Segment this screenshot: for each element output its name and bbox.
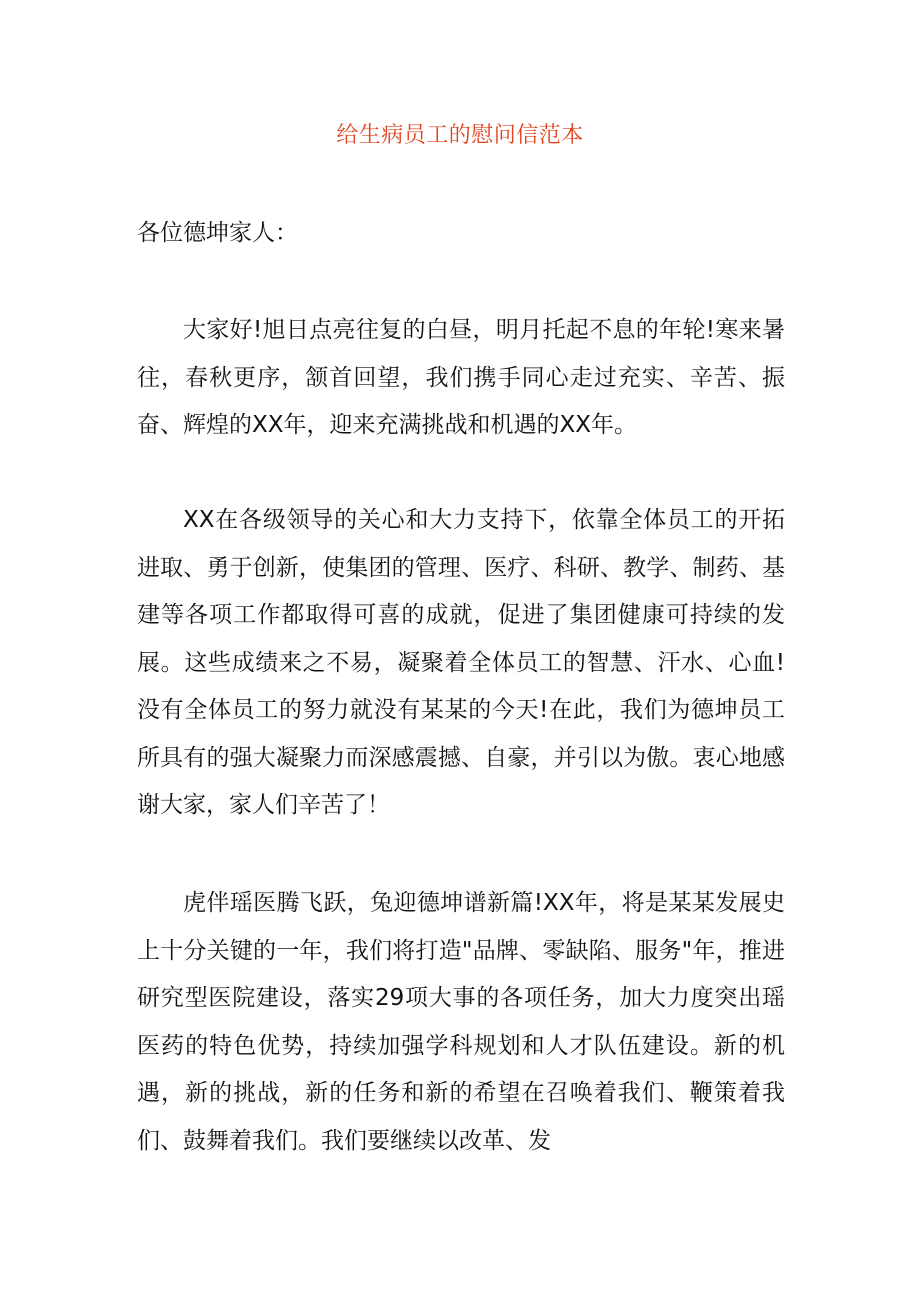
paragraph-achievements: XX在各级领导的关心和大力支持下，依靠全体员工的开拓进取、勇于创新，使集团的管理、医疗、科研、教学、制药、基建等各项工作都取得可喜的成就，促进了集团健康可持续的发展。这些成绩来之不易，凝聚着全体员工的智慧、汗水、心血!没有全体员工的努力就没有某某的今天!在此，我们为德坤员工所具有的强大凝聚力而深感震撼、自豪，并引以为傲。衷心地感谢大家，家人们辛苦了！ [137, 507, 785, 818]
paragraph-outlook: 虎伴瑶医腾飞跃，兔迎德坤谱新篇!XX年，将是某某发展史上十分关键的一年，我们将打造"品牌、零缺陷、服务"年，推进研究型医院建设，落实29项大事的各项任务，加大力度突出瑶医药的特色优势，持续加强学科规划和人才队伍建设。新的机遇，新的挑战，新的任务和新的希望在召唤着我们、鞭策着我们、鼓舞着我们。我们要继续以改革、发 [137, 890, 785, 1154]
paragraph-greeting: 大家好!旭日点亮往复的白昼，明月托起不息的年轮!寒来暑往，春秋更序，颔首回望，我们携手同心走过充实、辛苦、振奋、辉煌的XX年，迎来充满挑战和机遇的XX年。 [137, 317, 785, 438]
salutation: 各位德坤家人： [137, 220, 298, 246]
document-title: 给生病员工的慰问信范本 [336, 123, 584, 148]
